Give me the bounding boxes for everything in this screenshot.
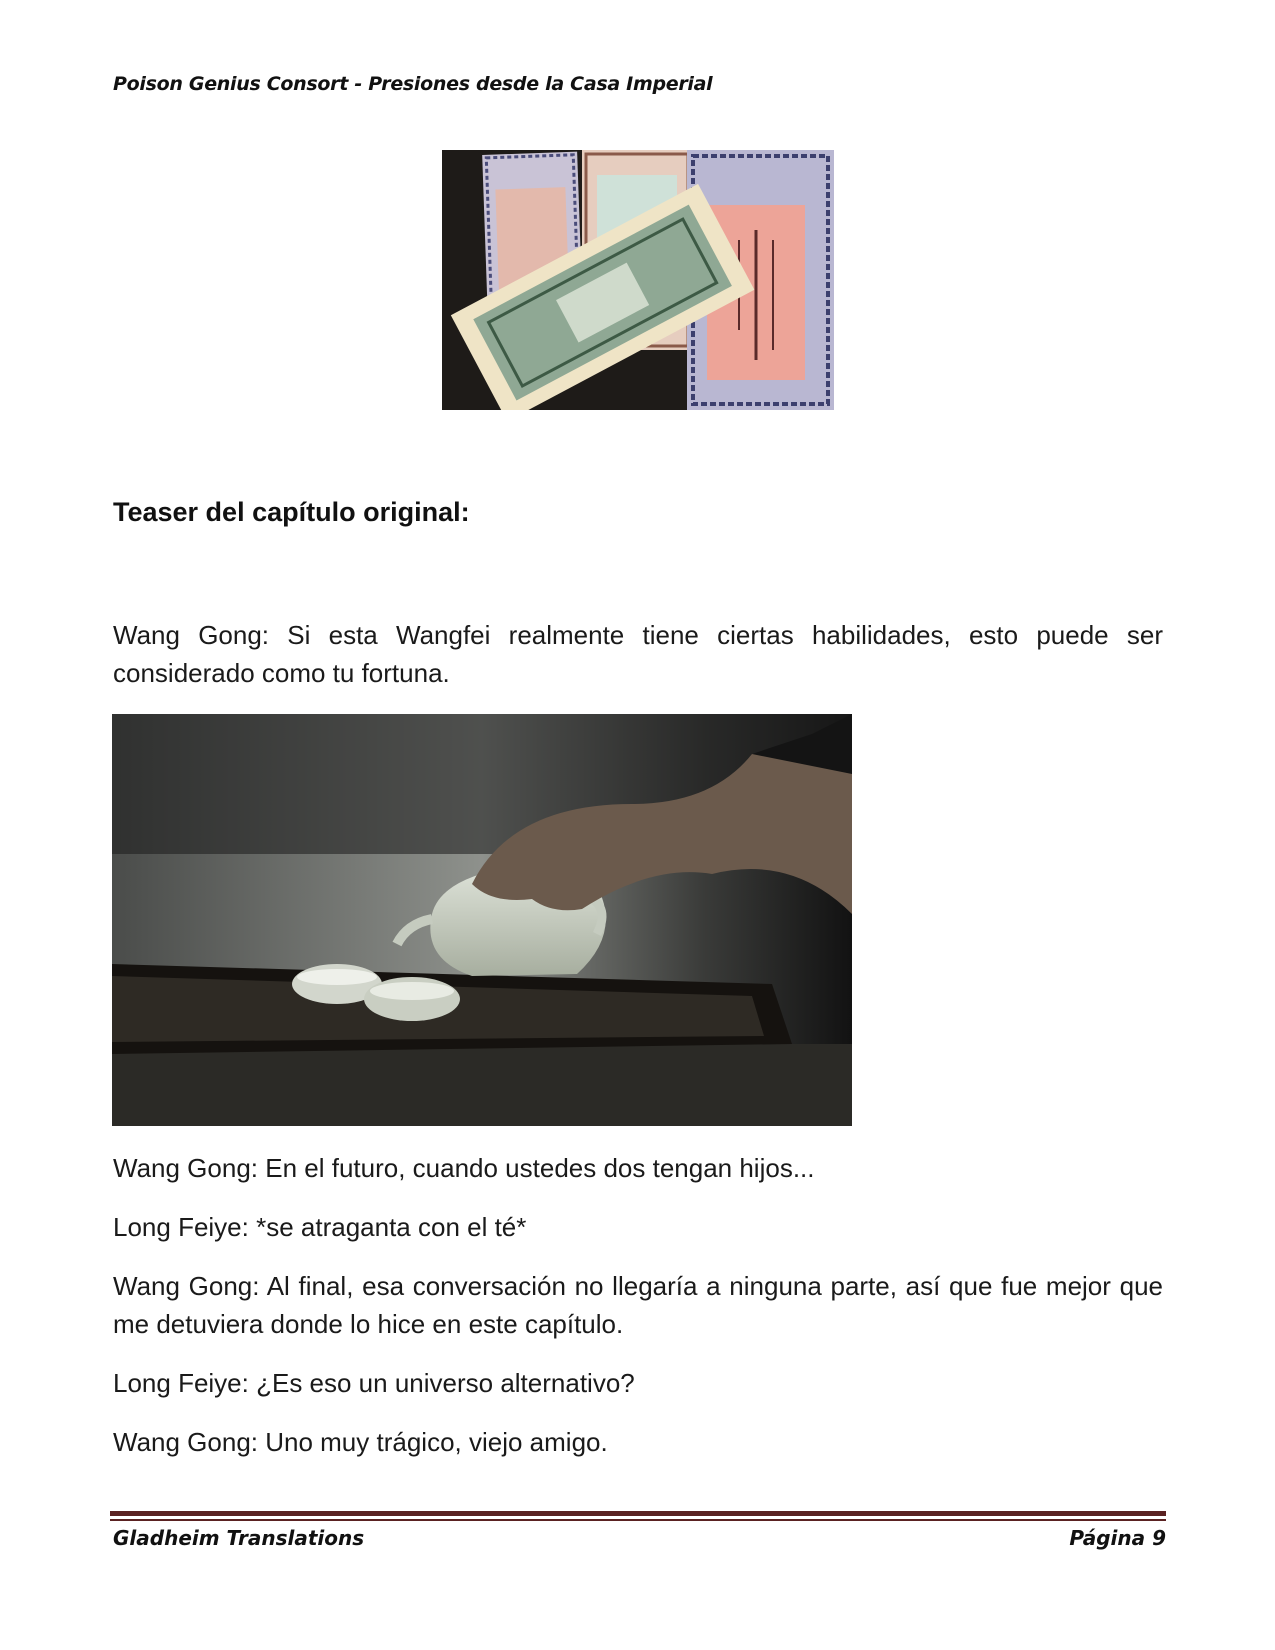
teapot-illustration: [112, 714, 852, 1126]
paragraph-4: Wang Gong: Al final, esa conversación no llegaría a ninguna parte, así que fue mejor que me detuviera donde lo hice en este capítulo.: [113, 1271, 1163, 1339]
paragraph-1: Wang Gong: Si esta Wangfei realmente tiene ciertas habilidades, esto puede ser considerado como tu fortuna.: [113, 620, 1163, 688]
footer-rule-thin: [110, 1519, 1166, 1521]
banknotes-image: [442, 150, 834, 410]
page-number: Página 9: [1069, 1526, 1166, 1550]
banknotes-illustration: [442, 150, 834, 410]
footer-publisher: Gladheim Translations: [113, 1526, 365, 1550]
paragraph-3: Long Feiye: *se atraganta con el té*: [113, 1212, 527, 1242]
section-heading: Teaser del capítulo original:: [113, 497, 470, 527]
paragraph-6: Wang Gong: Uno muy trágico, viejo amigo.: [113, 1427, 608, 1457]
teapot-image: [112, 714, 852, 1126]
running-header: Poison Genius Consort - Presiones desde la Casa Imperial: [113, 73, 713, 95]
footer-rule-thick: [110, 1511, 1166, 1516]
paragraph-5: Long Feiye: ¿Es eso un universo alternativo?: [113, 1368, 635, 1398]
paragraph-2: Wang Gong: En el futuro, cuando ustedes dos tengan hijos...: [113, 1153, 815, 1183]
